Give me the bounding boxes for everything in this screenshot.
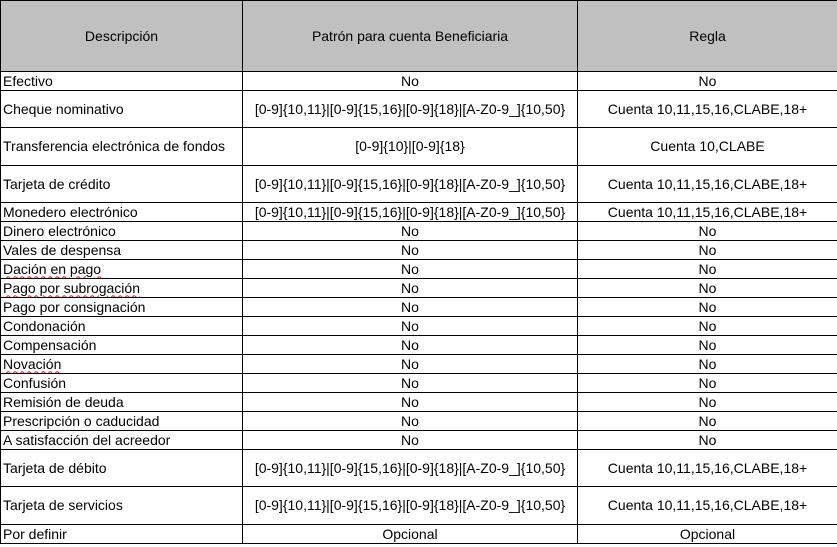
table-row — [1, 374, 837, 393]
cell-descripcion: Tarjeta de servicios — [1, 487, 243, 525]
cell-regla: Cuenta 10,11,15,16,CLABE,18+ — [578, 203, 837, 222]
cell-regla: No — [578, 260, 837, 279]
header-regla: Regla — [578, 1, 837, 72]
table-row — [1, 450, 837, 487]
table-row — [1, 525, 837, 544]
cell-regla: No — [578, 393, 837, 412]
table-row — [1, 412, 837, 431]
cell-patron: No — [243, 72, 578, 91]
cell-patron: No — [243, 279, 578, 298]
cell-patron: [0-9]{10,11}|[0-9]{15,16}|[0-9]{18}|[A-Z0-9_]{10,50} — [243, 91, 578, 128]
header-patron: Patrón para cuenta Beneficiaria — [243, 1, 578, 72]
cell-descripcion: A satisfacción del acreedor — [1, 431, 243, 450]
cell-descripcion: Confusión — [1, 374, 243, 393]
table-row — [1, 298, 837, 317]
cell-descripcion: Por definir — [1, 525, 243, 544]
table-row — [1, 260, 837, 279]
cell-regla: No — [578, 222, 837, 241]
table-row — [1, 203, 837, 222]
cell-descripcion-text: Novación — [3, 355, 62, 372]
cell-descripcion — [1, 260, 243, 279]
table-row — [1, 241, 837, 260]
cell-descripcion: Condonación — [1, 317, 243, 336]
cell-descripcion: Prescripción o caducidad — [1, 412, 243, 431]
cell-patron: [0-9]{10,11}|[0-9]{15,16}|[0-9]{18}|[A-Z0-9_]{10,50} — [243, 203, 578, 222]
cell-regla: No — [578, 431, 837, 450]
cell-patron: [0-9]{10,11}|[0-9]{15,16}|[0-9]{18}|[A-Z0-9_]{10,50} — [243, 450, 578, 487]
cell-regla: Cuenta 10,CLABE — [578, 128, 837, 166]
cell-patron: No — [243, 336, 578, 355]
table-row — [1, 128, 837, 166]
table-row — [1, 279, 837, 298]
cell-patron: No — [243, 222, 578, 241]
cell-descripcion — [1, 355, 243, 374]
cell-regla: No — [578, 279, 837, 298]
cell-regla: No — [578, 412, 837, 431]
cell-regla: No — [578, 241, 837, 260]
table-row — [1, 72, 837, 91]
cell-descripcion: Transferencia electrónica de fondos — [1, 128, 243, 166]
cell-descripcion: Tarjeta de crédito — [1, 166, 243, 203]
cell-descripcion: Tarjeta de débito — [1, 450, 243, 487]
cell-descripcion: Pago por consignación — [1, 298, 243, 317]
cell-patron: No — [243, 317, 578, 336]
cell-descripcion: Efectivo — [1, 72, 243, 91]
cell-descripcion: Monedero electrónico — [1, 203, 243, 222]
table-row — [1, 336, 837, 355]
cell-descripcion: Cheque nominativo — [1, 91, 243, 128]
cell-regla: No — [578, 317, 837, 336]
cell-regla: Cuenta 10,11,15,16,CLABE,18+ — [578, 91, 837, 128]
header-row — [1, 1, 837, 72]
table-row — [1, 222, 837, 241]
cell-regla: No — [578, 355, 837, 374]
cell-regla: Cuenta 10,11,15,16,CLABE,18+ — [578, 166, 837, 203]
cell-patron: [0-9]{10}|[0-9]{18} — [243, 128, 578, 166]
cell-patron: No — [243, 393, 578, 412]
table-row — [1, 393, 837, 412]
cell-regla: No — [578, 336, 837, 355]
cell-descripcion-text: Dación en pago — [3, 260, 102, 277]
table-row — [1, 91, 837, 128]
cell-patron: No — [243, 298, 578, 317]
table-row — [1, 166, 837, 203]
cell-patron: No — [243, 374, 578, 393]
cell-patron: [0-9]{10,11}|[0-9]{15,16}|[0-9]{18}|[A-Z0-9_]{10,50} — [243, 487, 578, 525]
table-row — [1, 487, 837, 525]
cell-patron: No — [243, 355, 578, 374]
cell-patron: No — [243, 431, 578, 450]
cell-regla: No — [578, 298, 837, 317]
cell-descripcion: Compensación — [1, 336, 243, 355]
cell-patron: No — [243, 412, 578, 431]
cell-descripcion: Dinero electrónico — [1, 222, 243, 241]
cell-regla: Opcional — [578, 525, 837, 544]
table-row — [1, 431, 837, 450]
cell-descripcion: Vales de despensa — [1, 241, 243, 260]
cell-regla: Cuenta 10,11,15,16,CLABE,18+ — [578, 487, 837, 525]
cell-descripcion: Remisión de deuda — [1, 393, 243, 412]
table-row — [1, 355, 837, 374]
cell-patron: No — [243, 241, 578, 260]
cell-regla: Cuenta 10,11,15,16,CLABE,18+ — [578, 450, 837, 487]
cell-patron: Opcional — [243, 525, 578, 544]
cell-regla: No — [578, 374, 837, 393]
cell-regla: No — [578, 72, 837, 91]
table-row — [1, 317, 837, 336]
cell-descripcion-text: Pago por subrogación — [3, 279, 140, 296]
cell-descripcion — [1, 279, 243, 298]
header-descripcion: Descripción — [1, 1, 243, 72]
cell-patron: [0-9]{10,11}|[0-9]{15,16}|[0-9]{18}|[A-Z0-9_]{10,50} — [243, 166, 578, 203]
cell-patron: No — [243, 260, 578, 279]
